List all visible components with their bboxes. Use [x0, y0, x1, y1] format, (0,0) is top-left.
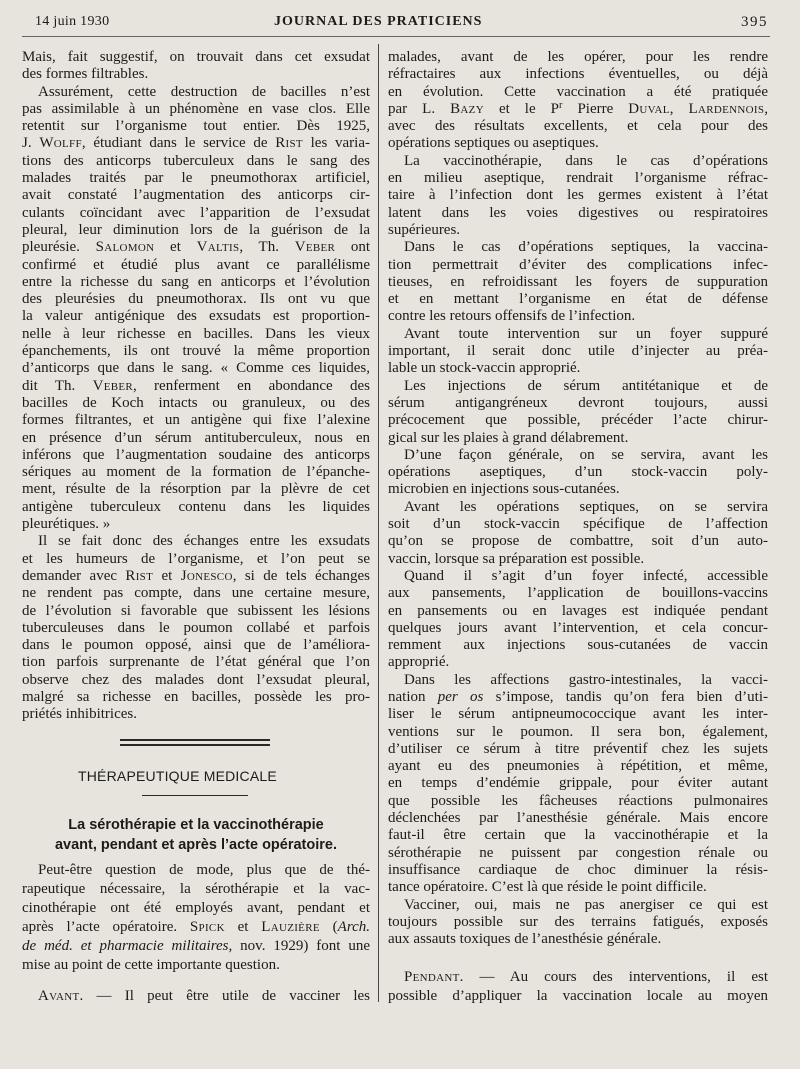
text-run: tion permettrait d’éviter des complications infec-: [388, 256, 768, 273]
text-line: [388, 810, 768, 827]
text-line: [388, 987, 768, 1006]
text-run: après l’acte opératoire.: [22, 919, 190, 935]
text-run: , si de tels échanges: [232, 567, 370, 584]
text-line: [388, 827, 768, 844]
text-run: liser le sérum antipneumococcique avant les inter-: [388, 706, 768, 723]
small-caps-name: Valtis: [196, 239, 240, 256]
text-run: , Th.: [239, 239, 295, 256]
text-line: [388, 968, 768, 987]
text-run: aux pansements, l’application de bouillons-vaccins: [388, 585, 768, 602]
text-run: s’impose, tandis qu’on fera bien d’uti-: [483, 688, 768, 705]
text-line: [22, 585, 370, 602]
text-run: ne rendent pas compte, dans une certaine mesure,: [22, 585, 370, 602]
text-line: [22, 447, 370, 464]
small-caps-name: Rist: [125, 567, 154, 584]
text-line: [388, 222, 768, 239]
text-line: [388, 551, 768, 568]
text-run: confirmé et étudié plus avant ce parallélisme: [22, 256, 370, 273]
text-run: antigène tuberculeux contenu dans les liquides: [22, 498, 370, 515]
text-run: tance opératoire. C’est là que réside le point difficile.: [388, 879, 707, 896]
small-caps-name: Salomon: [95, 239, 155, 256]
text-run: ayant eu des pneumonies à répétition, et même,: [388, 758, 768, 775]
text-line: [22, 170, 370, 187]
text-line: [22, 274, 370, 291]
text-line: [388, 845, 768, 862]
text-line: [388, 274, 768, 291]
text-run: Avant toute intervention sur un foyer suppuré: [404, 325, 768, 342]
pendant-paragraph-start: [388, 968, 768, 1006]
text-run: et: [153, 567, 181, 584]
text-run: nov. 1929) font une: [232, 938, 371, 954]
text-line: [22, 937, 370, 956]
text-run: nation: [388, 688, 438, 705]
text-run: épanchements, ils ont trouvé la même proportion: [22, 343, 370, 360]
text-line: [22, 118, 370, 135]
text-line: [388, 395, 768, 412]
text-run: en présence d’un sérum antituberculeux, nous en: [22, 429, 370, 446]
text-line: [388, 118, 768, 135]
text-run: sériques au moment de la formation de l’épanche-: [22, 464, 370, 481]
text-run: entre la richesse du sang en anticorps et l’évolution: [22, 273, 370, 290]
text-line: [22, 620, 370, 637]
text-line: [22, 464, 370, 481]
text-line: [388, 360, 768, 377]
column-divider: [378, 44, 379, 1002]
small-caps-name: Veber: [92, 377, 134, 394]
small-caps-name: Veber: [294, 239, 336, 256]
text-line: [388, 378, 768, 395]
text-run: gical sur les plaies à grand délabrement.: [388, 429, 629, 446]
text-run: Assurément, cette destruction de bacilles n’est: [38, 83, 370, 100]
text-run: Quand il s’agit d’un foyer infecté, accessible: [404, 567, 768, 584]
text-line: [388, 49, 768, 66]
text-line: [22, 430, 370, 447]
italic-run: de méd. et pharmacie militaires,: [22, 938, 233, 954]
text-run: opérations septiques ou aseptiques.: [388, 135, 599, 152]
text-line: [388, 775, 768, 792]
text-line: [388, 914, 768, 931]
text-run: ,: [764, 100, 769, 117]
text-line: [22, 706, 370, 723]
text-run: précocement que possible, précéder l’acte chirur-: [388, 412, 768, 429]
text-run: sérum antigangréneux devront toujours, aussi: [388, 394, 768, 411]
text-run: avec des résultats excellents, et cela pour des: [388, 118, 768, 135]
text-run: quelques jours avant l’intervention, et cela concur-: [388, 619, 768, 636]
text-line: [22, 637, 370, 654]
text-line: [388, 620, 768, 637]
text-line: [388, 879, 768, 896]
avant-paragraph-start: [22, 987, 370, 1006]
text-run: et: [154, 239, 197, 256]
left-column-body-text: [22, 49, 370, 724]
text-run: en temps d’endémie grippale, pour éviter autant: [388, 775, 768, 792]
text-line: [22, 135, 370, 152]
text-run: observe chez des malades dont l’exsudat pleural,: [22, 671, 370, 688]
text-line: [388, 135, 768, 152]
text-line: [22, 880, 370, 899]
text-line: [388, 758, 768, 775]
text-run: . — Au cours des interventions, il est: [459, 969, 768, 985]
small-caps-name: Lauzière: [261, 919, 320, 935]
text-line: [22, 918, 370, 937]
text-line: [388, 499, 768, 516]
article-title-line: La sérothérapie et la vaccinothérapie: [68, 817, 324, 833]
text-line: [22, 308, 370, 325]
text-line: [22, 49, 370, 66]
text-run: dans le poumon opposé, ainsi que de l’améliora-: [22, 637, 370, 654]
text-run: opérations aseptiques, d’un stock-vaccin poly-: [388, 464, 768, 481]
text-run: Pierre: [562, 100, 629, 117]
section-rubric: THÉRAPEUTIQUE MEDICALE: [78, 768, 277, 784]
text-line: [388, 447, 768, 464]
text-line: [22, 153, 370, 170]
text-run: des formes filtrables.: [22, 66, 149, 83]
text-run: demander avec: [22, 567, 126, 584]
italic-run: Arch.: [337, 919, 371, 935]
section-short-rule: [142, 795, 248, 796]
text-line: [22, 956, 370, 975]
text-line: [22, 603, 370, 620]
right-column-body-text: [388, 49, 768, 948]
text-run: Peut-être question de mode, plus que de thé-: [38, 862, 370, 878]
text-line: [388, 412, 768, 429]
text-run: et le P: [483, 100, 560, 117]
text-run: d’utiliser ce sérum à titre préventif chez les sujets: [388, 740, 768, 757]
text-run: La vaccinothérapie, dans le cas d’opérations: [404, 152, 768, 169]
text-line: [388, 101, 768, 118]
text-run: , étudiant dans le service de: [81, 135, 276, 152]
text-run: retentit sur l’organisme tout entier. Dès 1925,: [22, 118, 370, 135]
text-line: [388, 430, 768, 447]
text-run: en évolution. Cette vaccination a été pratiquée: [388, 83, 768, 100]
text-run: et: [224, 919, 262, 935]
text-line: [22, 672, 370, 689]
text-line: [388, 257, 768, 274]
text-line: [22, 899, 370, 918]
text-run: ,: [669, 100, 689, 117]
text-run: par L.: [388, 100, 451, 117]
text-run: Vacciner, oui, mais ne pas anergiser ce qui est: [404, 896, 768, 913]
text-line: [22, 326, 370, 343]
article-intro-paragraph: [22, 861, 370, 975]
journal-title: JOURNAL DES PRATICIENS: [274, 14, 483, 29]
text-run: déclenchées par l’anesthésie générale. Mais encore: [388, 810, 768, 827]
text-line: [388, 481, 768, 498]
text-line: [388, 654, 768, 671]
small-caps-name: Avant: [38, 988, 80, 1004]
text-line: [22, 378, 370, 395]
text-line: [22, 568, 370, 585]
text-run: latent dans les voies digestives ou respiratoires: [388, 204, 768, 221]
section-double-rule: [120, 739, 270, 746]
text-run: tion parfois surprenante de l’état général que l’on: [22, 654, 370, 671]
text-line: [388, 66, 768, 83]
text-line: [388, 343, 768, 360]
text-run: que possible les fâcheuses réactions pulmonaires: [388, 792, 768, 809]
text-run: important, il serait donc utile d’injecter au préa-: [388, 343, 768, 360]
text-run: pleurétiques. »: [22, 516, 111, 533]
text-run: Dans les affections gastro-intestinales, la vacci-: [404, 671, 768, 688]
text-run: Les injections de sérum antitétanique et de: [404, 377, 768, 394]
text-run: culants coïncidant avec l’apparition de l’exsudat: [22, 204, 370, 221]
text-line: [22, 481, 370, 498]
text-run: mise au point de cette importante question.: [22, 957, 280, 973]
text-line: [388, 170, 768, 187]
text-run: supérieures.: [388, 221, 461, 238]
text-line: [22, 861, 370, 880]
text-line: [22, 654, 370, 671]
small-caps-name: Jonesco: [180, 567, 233, 584]
text-run: inférons que l’augmentation soudaine des anticorps: [22, 446, 370, 463]
text-line: [22, 187, 370, 204]
text-line: [388, 793, 768, 810]
text-run: cinothérapie ont été employés avant, pendant et: [22, 900, 370, 916]
small-caps-name: Pendant: [404, 969, 460, 985]
text-run: la valeur antigénique des exsudats est proportion-: [22, 308, 370, 325]
text-line: [22, 66, 370, 83]
text-line: [22, 412, 370, 429]
text-line: [388, 153, 768, 170]
text-run: malades, avant de les opérer, pour les rendre: [388, 49, 768, 65]
text-line: [22, 101, 370, 118]
text-line: [22, 551, 370, 568]
text-line: [388, 568, 768, 585]
text-run: qu’on se propose de combattre, soit d’un auto-: [388, 533, 768, 550]
text-line: [22, 987, 370, 1006]
text-line: [388, 239, 768, 256]
small-caps-name: Spick: [189, 919, 225, 935]
text-line: [22, 205, 370, 222]
small-caps-name: Rist: [275, 135, 303, 152]
text-run: pas assimilable à un phénomène en vase clos. Elle: [22, 100, 370, 117]
text-run: réfractaires aux infections éventuelles, ou déjà: [388, 66, 768, 83]
text-run: bacilles de Koch intacts ou granuleux, ou des: [22, 394, 370, 411]
small-caps-name: Lardennois: [688, 100, 765, 117]
text-run: J.: [22, 135, 40, 152]
text-run: les varia-: [302, 135, 370, 152]
text-line: [388, 308, 768, 325]
text-run: rapeutique nécessaire, la sérothérapie et la vac-: [22, 881, 370, 897]
text-run: contre les retours offensifs de l’infection.: [388, 308, 636, 325]
text-run: remment aux injections sous-cutanées de vaccin: [388, 637, 768, 654]
text-run: Il se fait donc des échanges entre les exsudats: [38, 533, 370, 550]
article-title-line: avant, pendant et après l’acte opératoire.: [54, 837, 338, 853]
text-run: et en mettant l’organisme en état de défense: [388, 291, 768, 308]
text-run: tieuses, en refroidissant les foyers de suppuration: [388, 273, 768, 290]
text-run: malades traités par le pneumothorax artificiel,: [22, 170, 370, 187]
text-run: sérothérapie ne puissent par congestion rénale ou: [388, 844, 768, 861]
text-run: malgré sa richesse en bacilles, possède les pro-: [22, 688, 370, 705]
text-run: soit d’un stock-vaccin spécifique de l’affection: [388, 516, 768, 533]
text-line: [388, 724, 768, 741]
text-run: taire à l’infection dont les germes existent à l’état: [388, 187, 768, 204]
text-run: Dans le cas d’opérations septiques, la vaccina-: [404, 239, 768, 256]
small-caps-name: Bazy: [450, 100, 484, 117]
text-line: [388, 741, 768, 758]
text-run: pleural, leur diminution lors de la guérison de la: [22, 221, 370, 238]
text-line: [388, 291, 768, 308]
text-line: [22, 343, 370, 360]
text-run: ventions sur le poumon. Il sera bon, également,: [388, 723, 768, 740]
text-line: [22, 689, 370, 706]
text-line: [22, 499, 370, 516]
text-line: [22, 291, 370, 308]
text-run: et les humeurs de l’organisme, et l’on peut se: [22, 550, 370, 567]
text-run: . — Il peut être utile de vacciner les: [79, 988, 370, 1004]
text-line: [388, 533, 768, 550]
text-line: [388, 862, 768, 879]
text-run: faut-il être certain que la vaccinothérapie et la: [388, 827, 768, 844]
text-line: [388, 931, 768, 948]
text-run: aux assauts toxiques de l’anesthésie générale.: [388, 931, 662, 948]
text-run: insuffisance cardiaque de choc diminuer la résis-: [388, 861, 768, 878]
text-run: lable un stock-vaccin approprié.: [388, 360, 581, 377]
text-run: ont: [335, 239, 371, 256]
text-run: avait constaté l’augmentation des anticorps cir-: [22, 187, 370, 204]
text-run: des pleurésies du pneumothorax. Ils ont vu que: [22, 291, 370, 308]
text-run: tuberculeuses dans le poumon collabé et parfois: [22, 619, 370, 636]
text-run: d’anticorps que dans le sang. « Comme ces liquides,: [22, 360, 370, 377]
text-run: Avant les opérations septiques, on se servira: [404, 498, 768, 515]
article-title: [22, 815, 370, 855]
text-run: approprié.: [388, 654, 450, 671]
text-line: [388, 84, 768, 101]
text-line: [388, 689, 768, 706]
italic-run: per os: [437, 688, 484, 705]
text-run: ment, résulte de la résorption par la plèvre de cet: [22, 481, 370, 498]
text-run: nelle à leur richesse en bacilles. Dans les vieux: [22, 325, 370, 342]
text-line: [22, 257, 370, 274]
text-line: [22, 395, 370, 412]
text-run: , renferment en abondance des: [133, 377, 370, 394]
text-line: [388, 637, 768, 654]
text-run: pleurésie.: [22, 239, 96, 256]
text-run: toujours possible sur des terrains fatigués, exposés: [388, 913, 768, 930]
text-line: [22, 84, 370, 101]
text-run: en milieu aseptique, rendrait l’organisme réfrac-: [388, 170, 768, 187]
text-line: [22, 222, 370, 239]
text-run: tions des anticorps tuberculeux dans le sang des: [22, 152, 370, 169]
text-run: Mais, fait suggestif, on trouvait dans cet exsudat: [22, 49, 370, 65]
text-line: [388, 603, 768, 620]
page-number: 395: [741, 14, 768, 30]
superscript: r: [559, 100, 563, 112]
text-line: [388, 672, 768, 689]
text-line: [22, 516, 370, 533]
small-caps-name: Duval: [628, 100, 670, 117]
text-line: [388, 706, 768, 723]
text-line: [388, 516, 768, 533]
text-line: [388, 585, 768, 602]
text-line: [388, 897, 768, 914]
text-line: [388, 464, 768, 481]
text-line: [22, 533, 370, 550]
text-run: D’une façon générale, on se servira, avant les: [404, 446, 768, 463]
text-line: [388, 326, 768, 343]
text-run: formes filtrantes, et un antigène qui fixe l’alexine: [22, 412, 370, 429]
text-run: en pansements ou en lavages est indiquée pendant: [388, 602, 768, 619]
text-run: de l’évolution si favorable que subissent les lésions: [22, 602, 370, 619]
text-line: [388, 187, 768, 204]
text-run: possible d’appliquer la vaccination locale au moyen: [388, 988, 768, 1004]
header-rule: [22, 36, 770, 37]
text-run: microbien en injections sous-cutanées.: [388, 481, 620, 498]
text-line: [388, 205, 768, 222]
text-line: [22, 239, 370, 256]
text-run: (: [319, 919, 338, 935]
small-caps-name: Wolff: [39, 135, 82, 152]
text-run: dit Th.: [22, 377, 93, 394]
header-date: 14 juin 1930: [35, 14, 110, 29]
text-run: vaccin, lorsque sa préparation est possible.: [388, 550, 645, 567]
text-run: priétés inhibitrices.: [22, 706, 137, 723]
text-line: [22, 360, 370, 377]
